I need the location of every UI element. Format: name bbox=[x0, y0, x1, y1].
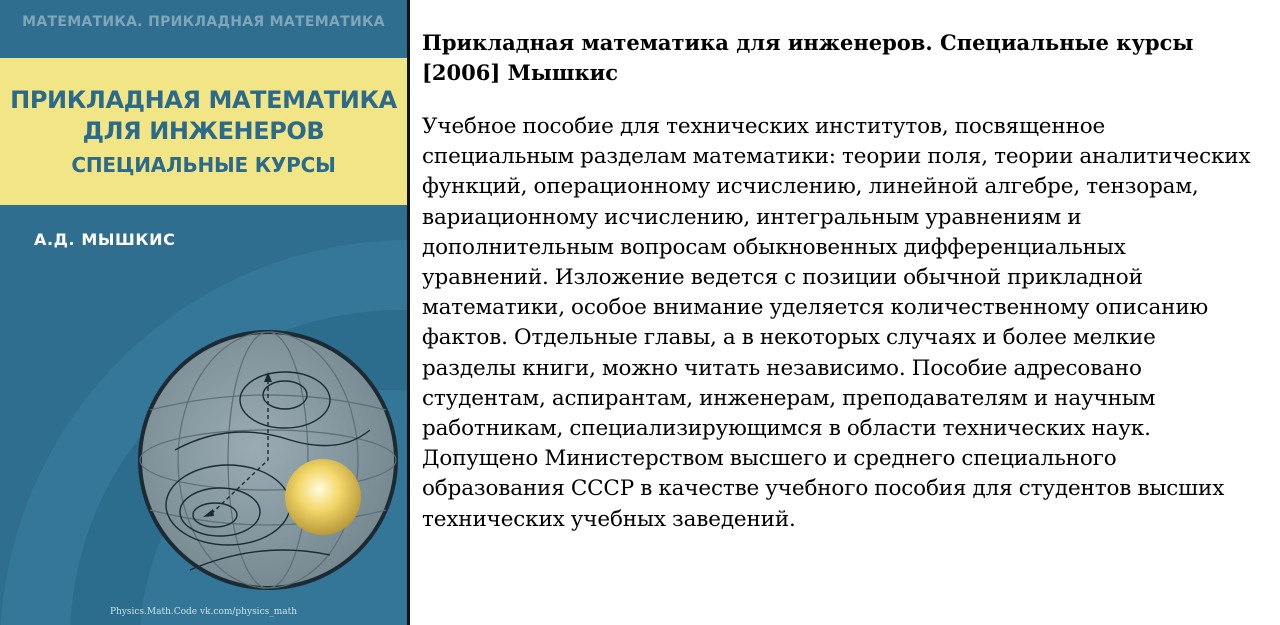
book-description: Учебное пособие для технических институтов, посвященное специальным разделам математики: теории поля, теории аналитических функций, операционному исчислению, линейной алгебре, тензорам, вариационному исчислению, интегральным уравнениям и дополнительным вопросам обыкновенных дифференциальных уравнений. Изложение ведется с позиции обычной прикладной математики, особое внимание уделяется количественному описанию фактов. Отдельные главы, а в некоторых случаях и более мелкие разделы книги, можно читать независимо. Пособие адресовано студентам, аспирантам, инженерам, преподавателям и научным работникам, специализирующимся в области технических наук. Допущено Министерством высшего и среднего специального образования СССР в качестве учебного пособия для студентов высших технических учебных заведений. bbox=[422, 114, 1251, 532]
cover-credit: Physics.Math.Code vk.com/physics_math bbox=[109, 607, 298, 617]
glowing-sphere bbox=[285, 459, 361, 535]
cover-series: МАТЕМАТИКА. ПРИКЛАДНАЯ МАТЕМАТИКА bbox=[22, 14, 385, 30]
cover-title-line2: ДЛЯ ИНЖЕНЕРОВ bbox=[82, 117, 325, 145]
cover-title-line1: ПРИКЛАДНАЯ МАТЕМАТИКА bbox=[10, 86, 397, 114]
sphere-diagram bbox=[140, 332, 396, 588]
book-info bbox=[422, 28, 1262, 535]
book-title: Прикладная математика для инженеров. Специальные курсы [2006] Мышкис bbox=[422, 30, 1194, 85]
cover-subtitle: СПЕЦИАЛЬНЫЕ КУРСЫ bbox=[71, 153, 336, 177]
book-cover bbox=[0, 0, 410, 625]
cover-author: А.Д. МЫШКИС bbox=[34, 230, 176, 249]
